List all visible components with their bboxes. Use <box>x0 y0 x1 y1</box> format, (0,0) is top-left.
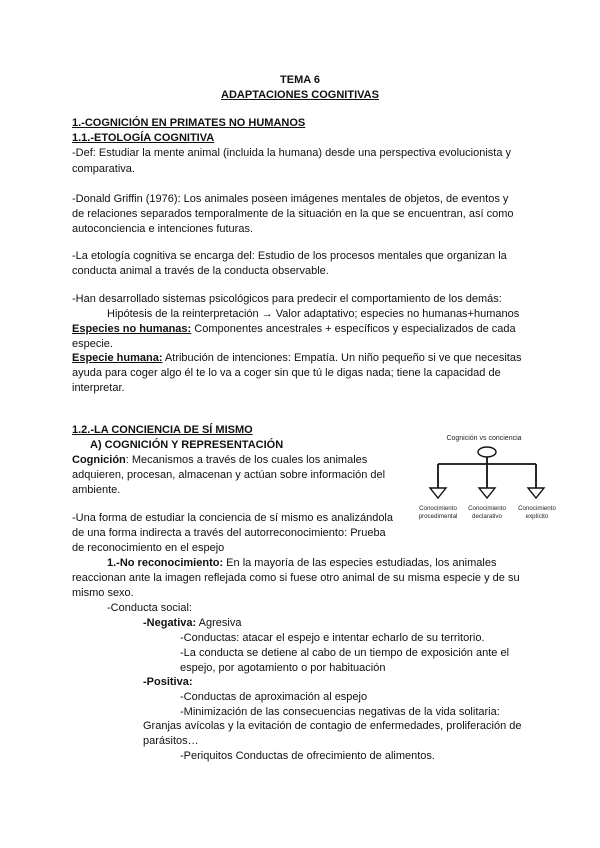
griffin-line3: autoconciencia e intenciones futuras. <box>72 223 254 235</box>
humana-text: Atribución de intenciones: Empatía. Un niño pequeño si ve que necesitas <box>162 352 522 364</box>
especies-line1 <box>72 322 516 336</box>
negativa-line <box>143 616 241 630</box>
diagram-label-right-2: explícito <box>525 513 549 520</box>
positiva-label: -Positiva: <box>143 676 193 688</box>
cognicion-label: Cognición <box>72 454 126 466</box>
negativa-text: Agresiva <box>196 617 242 629</box>
humana-line2: ayuda para coger algo él te lo va a coger sin que tú le digas nada; tiene la capacidad de <box>72 367 501 379</box>
cognicion-text: : Mecanismos a través de los cuales los animales <box>125 454 368 466</box>
negativa-item-a: -Conductas: atacar el espejo e intentar echarlo de su territorio. <box>180 632 485 644</box>
no-reconocimiento-text: En la mayoría de las especies estudiadas, los animales <box>223 557 497 569</box>
no-reconocimiento-label: 1.-No reconocimiento: <box>107 557 224 569</box>
especies-text: Componentes ancestrales + específicos y especializados de cada <box>191 323 516 335</box>
conducta-social: -Conducta social: <box>107 602 192 614</box>
positiva-item-d: -Periquitos Conductas de ofrecimiento de alimentos. <box>180 750 435 762</box>
cognition-diagram <box>400 430 560 525</box>
especies-line2: especie. <box>72 338 113 350</box>
humana-line1 <box>72 351 521 365</box>
cognicion-line2: adquieren, procesan, almacenan y actúan sobre información del <box>72 469 386 481</box>
diagram-label-center-1: Conocimiento <box>468 505 506 512</box>
negativa-item-b2: espejo, por agotamiento o por habituación <box>180 662 386 674</box>
diagram-arrow-center-icon <box>479 488 495 498</box>
section2-subheading: A) COGNICIÓN Y REPRESENTACIÓN <box>90 439 284 451</box>
negativa-label: -Negativa: <box>143 617 197 629</box>
positiva-item-c1: Granjas avícolas y la evitación de contagio de enfermedades, proliferación de <box>143 720 522 732</box>
sistemas-line1: -Han desarrollado sistemas psicológicos para predecir el comportamiento de los demás: <box>72 293 502 305</box>
forma-line2: de una forma indirecta a través del autorreconocimiento: Prueba <box>72 527 386 539</box>
negativa-item-b1: -La conducta se detiene al cabo de un tiempo de exposición ante el <box>180 647 510 659</box>
doc-subtitle: ADAPTACIONES COGNITIVAS <box>221 89 379 101</box>
no-reconocimiento-line3: mismo sexo. <box>72 587 134 599</box>
etologia-line1: -La etología cognitiva se encarga del: Estudio de los procesos mentales que organizan la <box>72 250 507 262</box>
section1-heading: 1.-COGNICIÓN EN PRIMATES NO HUMANOS <box>72 117 306 129</box>
definition-line1: -Def: Estudiar la mente animal (incluida la humana) desde una perspectiva evolucionista y <box>72 147 512 159</box>
no-reconocimiento-line1 <box>107 556 496 570</box>
definition-line2: comparativa. <box>72 163 135 175</box>
positiva-item-b: -Minimización de las consecuencias negativas de la vida solitaria: <box>180 706 500 718</box>
diagram-label-left-2: procedimental <box>418 513 458 520</box>
diagram-arrow-right-icon <box>528 488 544 498</box>
cognicion-line3: ambiente. <box>72 484 121 496</box>
forma-line3: de reconocimiento en el espejo <box>72 542 225 554</box>
humana-line3: interpretar. <box>72 382 125 394</box>
cognicion-line1 <box>72 453 367 467</box>
griffin-line1: -Donald Griffin (1976): Los animales poseen imágenes mentales de objetos, de eventos y <box>72 193 509 205</box>
etologia-line2: conducta animal a través de la conducta observable. <box>72 265 329 277</box>
griffin-line2: de relaciones separados temporalmente de la situación en la que se encuentran, así como <box>72 208 514 220</box>
diagram-root-node <box>478 447 496 457</box>
doc-title: TEMA 6 <box>280 74 320 86</box>
positiva-item-c2: parásitos… <box>143 735 199 747</box>
sistemas-line2: Hipótesis de la reinterpretación → Valor adaptativo; especies no humanas+humanos <box>107 308 520 320</box>
forma-line1: -Una forma de estudiar la conciencia de sí mismo es analizándola <box>72 512 393 524</box>
diagram-label-left-1: Conocimiento <box>419 505 457 512</box>
diagram-arrow-left-icon <box>430 488 446 498</box>
section1-subheading: 1.1.-ETOLOGÍA COGNITIVA <box>72 132 215 144</box>
positiva-item-a: -Conductas de aproximación al espejo <box>180 691 368 703</box>
diagram-title: Cognición vs conciencia <box>446 435 522 442</box>
section2-heading: 1.2.-LA CONCIENCIA DE SÍ MISMO <box>72 424 253 436</box>
humana-label: Especie humana: <box>72 352 163 364</box>
especies-label: Especies no humanas: <box>72 323 192 335</box>
diagram-label-right-1: Conocimiento <box>518 505 556 512</box>
diagram-label-center-2: declarativo <box>472 513 502 520</box>
no-reconocimiento-line2: reaccionan ante la imagen reflejada como si fuese otro animal de su misma especie y de su <box>72 572 520 584</box>
